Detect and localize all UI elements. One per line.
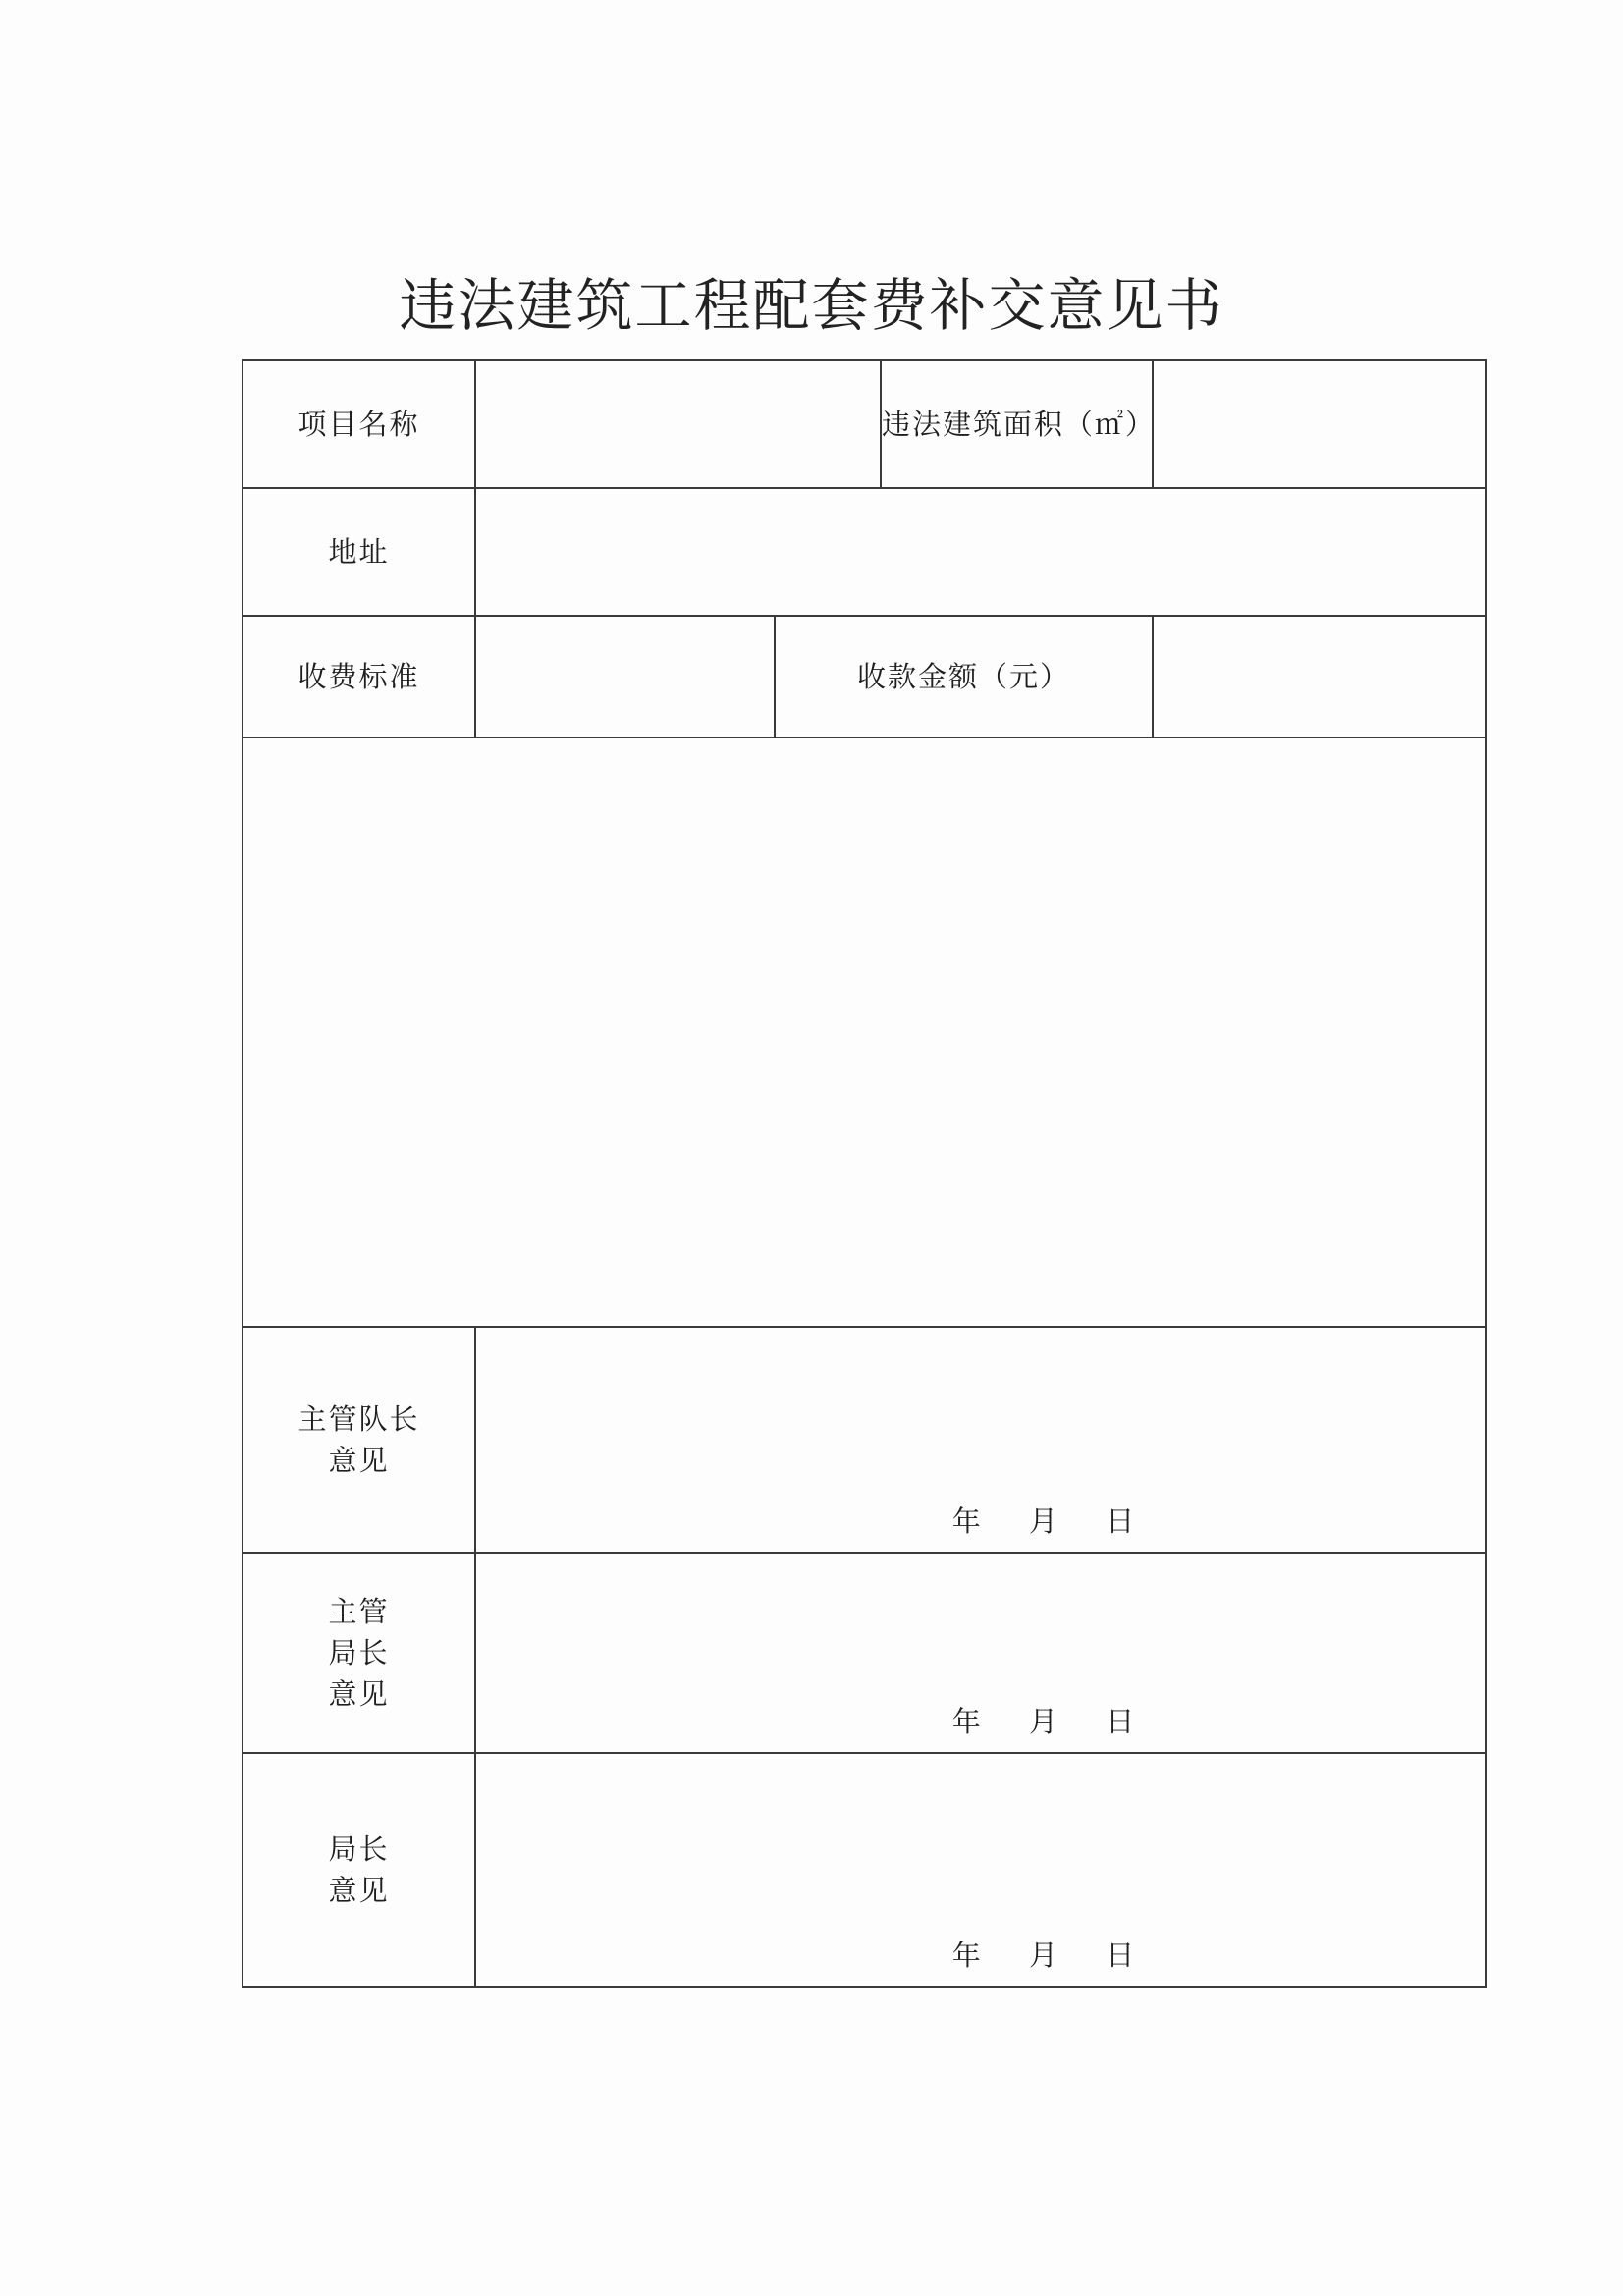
row-deputy-director-opinion: [243, 1553, 1486, 1753]
date-month: 月: [1028, 1704, 1059, 1738]
date-month: 月: [1028, 1503, 1059, 1538]
amount-field[interactable]: [1153, 616, 1486, 738]
date-day: 日: [1106, 1704, 1137, 1738]
row-fee: [243, 616, 1486, 738]
date-month: 月: [1028, 1938, 1059, 1972]
date-line: [476, 1935, 1485, 1976]
label-line: 意见: [328, 1874, 390, 1907]
amount-label: 收款金额（元）: [775, 616, 1153, 738]
label-line: 意见: [328, 1677, 390, 1712]
address-field[interactable]: [475, 488, 1486, 616]
project-name-label: 项目名称: [243, 360, 475, 488]
project-name-field[interactable]: [475, 360, 881, 488]
team-leader-opinion-label: [243, 1327, 475, 1553]
director-opinion-field[interactable]: [475, 1753, 1486, 1987]
area-field[interactable]: [1153, 360, 1486, 488]
date-day: 日: [1106, 1938, 1137, 1972]
deputy-director-opinion-field[interactable]: [475, 1553, 1486, 1753]
row-team-leader-opinion: [243, 1327, 1486, 1553]
address-label: 地址: [243, 488, 475, 616]
date-line: [476, 1501, 1485, 1542]
form-table: [242, 359, 1487, 1988]
row-director-opinion: [243, 1753, 1486, 1987]
director-opinion-label: [243, 1753, 475, 1987]
label-line: 意见: [328, 1444, 390, 1477]
label-line: 主管: [328, 1594, 390, 1628]
date-year: 年: [951, 1938, 983, 1972]
fee-standard-label: 收费标准: [243, 616, 475, 738]
team-leader-opinion-field[interactable]: [475, 1327, 1486, 1553]
fee-standard-field[interactable]: [475, 616, 775, 738]
label-line: 局长: [328, 1635, 390, 1669]
date-day: 日: [1106, 1503, 1137, 1538]
area-label: 违法建筑面积（㎡）: [881, 360, 1153, 488]
deputy-director-opinion-label: [243, 1553, 475, 1753]
details-field[interactable]: [243, 738, 1486, 1327]
label-line: 主管队长: [298, 1401, 420, 1436]
date-year: 年: [951, 1503, 983, 1538]
date-year: 年: [951, 1704, 983, 1738]
label-line: 局长: [328, 1831, 390, 1866]
date-line: [476, 1701, 1485, 1742]
row-project-name: [243, 360, 1486, 488]
row-address: [243, 488, 1486, 616]
row-details: [243, 738, 1486, 1327]
document-title: 违法建筑工程配套费补交意见书: [399, 272, 1224, 339]
